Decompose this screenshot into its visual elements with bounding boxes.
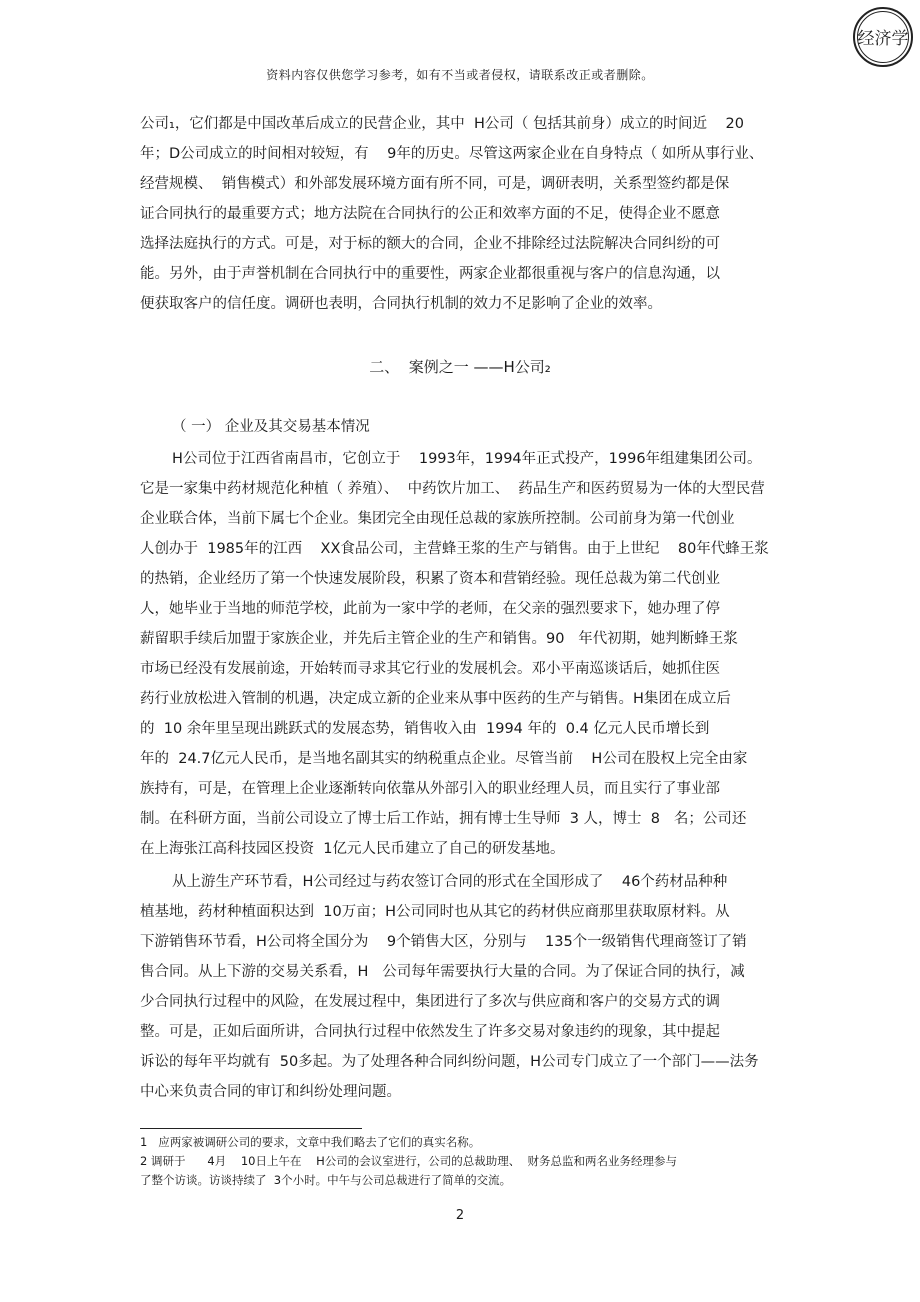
text-line: H公司位于江西省南昌市，它创立于 1993年，1994年正式投产，1996年组建集团公司。 xyxy=(172,451,762,467)
text-line: 人，她毕业于当地的师范学校，此前为一家中学的老师，在父亲的强烈要求下，她办理了停 xyxy=(140,601,720,617)
text-line: 它是一家集中药材规范化种植（ 养殖）、 中药饮片加工、 药品生产和医药贸易为一体的大型民营 xyxy=(140,481,765,497)
text-line: 人创办于 1985年的江西 XX食品公司，主营蜂王浆的生产与销售。由于上世纪 80年代蜂王浆 xyxy=(140,541,769,557)
text-line: 整。可是，正如后面所讲，合同执行过程中依然发生了许多交易对象违约的现象，其中提起 xyxy=(140,1024,720,1040)
text-line: 经营规模、 销售模式）和外部发展环境方面有所不同，可是，调研表明，关系型签约都是保 xyxy=(140,176,730,192)
footnote-divider xyxy=(140,1128,362,1129)
text-line: 售合同。从上下游的交易关系看，H 公司每年需要执行大量的合同。为了保证合同的执行，减 xyxy=(140,964,745,980)
text-line: 中心来负责合同的审订和纠纷处理问题。 xyxy=(140,1084,401,1100)
text-line: 药行业放松进入管制的机遇，决定成立新的企业来从事中医药的生产与销售。H集团在成立后 xyxy=(140,691,731,707)
text-line: 的 10 余年里呈现出跳跃式的发展态势，销售收入由 1994 年的 0.4 亿元人民币增长到 xyxy=(140,721,710,737)
text-line: 下游销售环节看，H公司将全国分为 9个销售大区，分别与 135个一级销售代理商签订了销 xyxy=(140,934,747,950)
text-line: 便获取客户的信任度。调研也表明，合同执行机制的效力不足影响了企业的效率。 xyxy=(140,296,662,312)
text-line: 市场已经没有发展前途，开始转而寻求其它行业的发展机会。邓小平南巡谈话后，她抓住医 xyxy=(140,661,720,677)
text-line: 年的 24.7亿元人民币，是当地名副其实的纳税重点企业。尽管当前 H公司在股权上完全由家 xyxy=(140,751,748,767)
text-line: 年；D公司成立的时间相对较短，有 9年的历史。尽管这两家企业在自身特点（ 如所从事行业、 xyxy=(140,146,764,162)
text-line: 从上游生产环节看，H公司经过与药农签订合同的形式在全国形成了 46个药材品种种 xyxy=(172,874,728,890)
text-line: 的热销，企业经历了第一个快速发展阶段，积累了资本和营销经验。现任总裁为第二代创业 xyxy=(140,571,720,587)
text-line: 制。在科研方面，当前公司设立了博士后工作站，拥有博士生导师 3 人，博士 8 名；公司还 xyxy=(140,811,747,827)
section-heading: 二、 案例之一 ——H公司₂ xyxy=(369,358,551,376)
text-line: 在上海张江高科技园区投资 1亿元人民币建立了自己的研发基地。 xyxy=(140,841,565,857)
text-line: 选择法庭执行的方式。可是，对于标的额大的合同，企业不排除经过法院解决合同纠纷的可 xyxy=(140,236,720,252)
text-line: 薪留职手续后加盟于家族企业，并先后主管企业的生产和销售。90 年代初期，她判断蜂王浆 xyxy=(140,631,738,647)
header-disclaimer: 资料内容仅供您学习参考，如有不当或者侵权，请联系改正或者删除。 xyxy=(266,68,654,82)
footnote-2: 2 调研于 4月 10日上午在 H公司的会议室进行，公司的总裁助理、 财务总监和两名业务经理参与 xyxy=(140,1154,678,1168)
footnote-1: 1 应两家被调研公司的要求，文章中我们略去了它们的真实名称。 xyxy=(140,1135,481,1149)
text-line: 少合同执行过程中的风险，在发展过程中，集团进行了多次与供应商和客户的交易方式的调 xyxy=(140,994,720,1010)
text-line: 企业联合体，当前下属七个企业。集团完全由现任总裁的家族所控制。公司前身为第一代创业 xyxy=(140,511,735,527)
seal-logo xyxy=(852,6,914,68)
text-line: 证合同执行的最重要方式；地方法院在合同执行的公正和效率方面的不足，使得企业不愿意 xyxy=(140,206,720,222)
seal-text: 经济学 xyxy=(857,29,909,49)
text-line: 植基地，药材种植面积达到 10万亩；H公司同时也从其它的药材供应商那里获取原材料。从 xyxy=(140,904,730,920)
text-line: 公司₁，它们都是中国改革后成立的民营企业，其中 H公司（ 包括其前身）成立的时间近 20 xyxy=(140,116,744,132)
text-line: 族持有，可是，在管理上企业逐渐转向依靠从外部引入的职业经理人员，而且实行了事业部 xyxy=(140,781,720,797)
footnote-2-continued: 了整个访谈。访谈持续了 3个小时。中午与公司总裁进行了简单的交流。 xyxy=(140,1173,512,1187)
page-number: 2 xyxy=(455,1208,465,1223)
subsection-heading: （ 一） 企业及其交易基本情况 xyxy=(172,419,370,435)
text-line: 能。另外，由于声誉机制在合同执行中的重要性，两家企业都很重视与客户的信息沟通，以 xyxy=(140,266,720,282)
text-line: 诉讼的每年平均就有 50多起。为了处理各种合同纠纷问题，H公司专门成立了一个部门——法务 xyxy=(140,1054,759,1070)
